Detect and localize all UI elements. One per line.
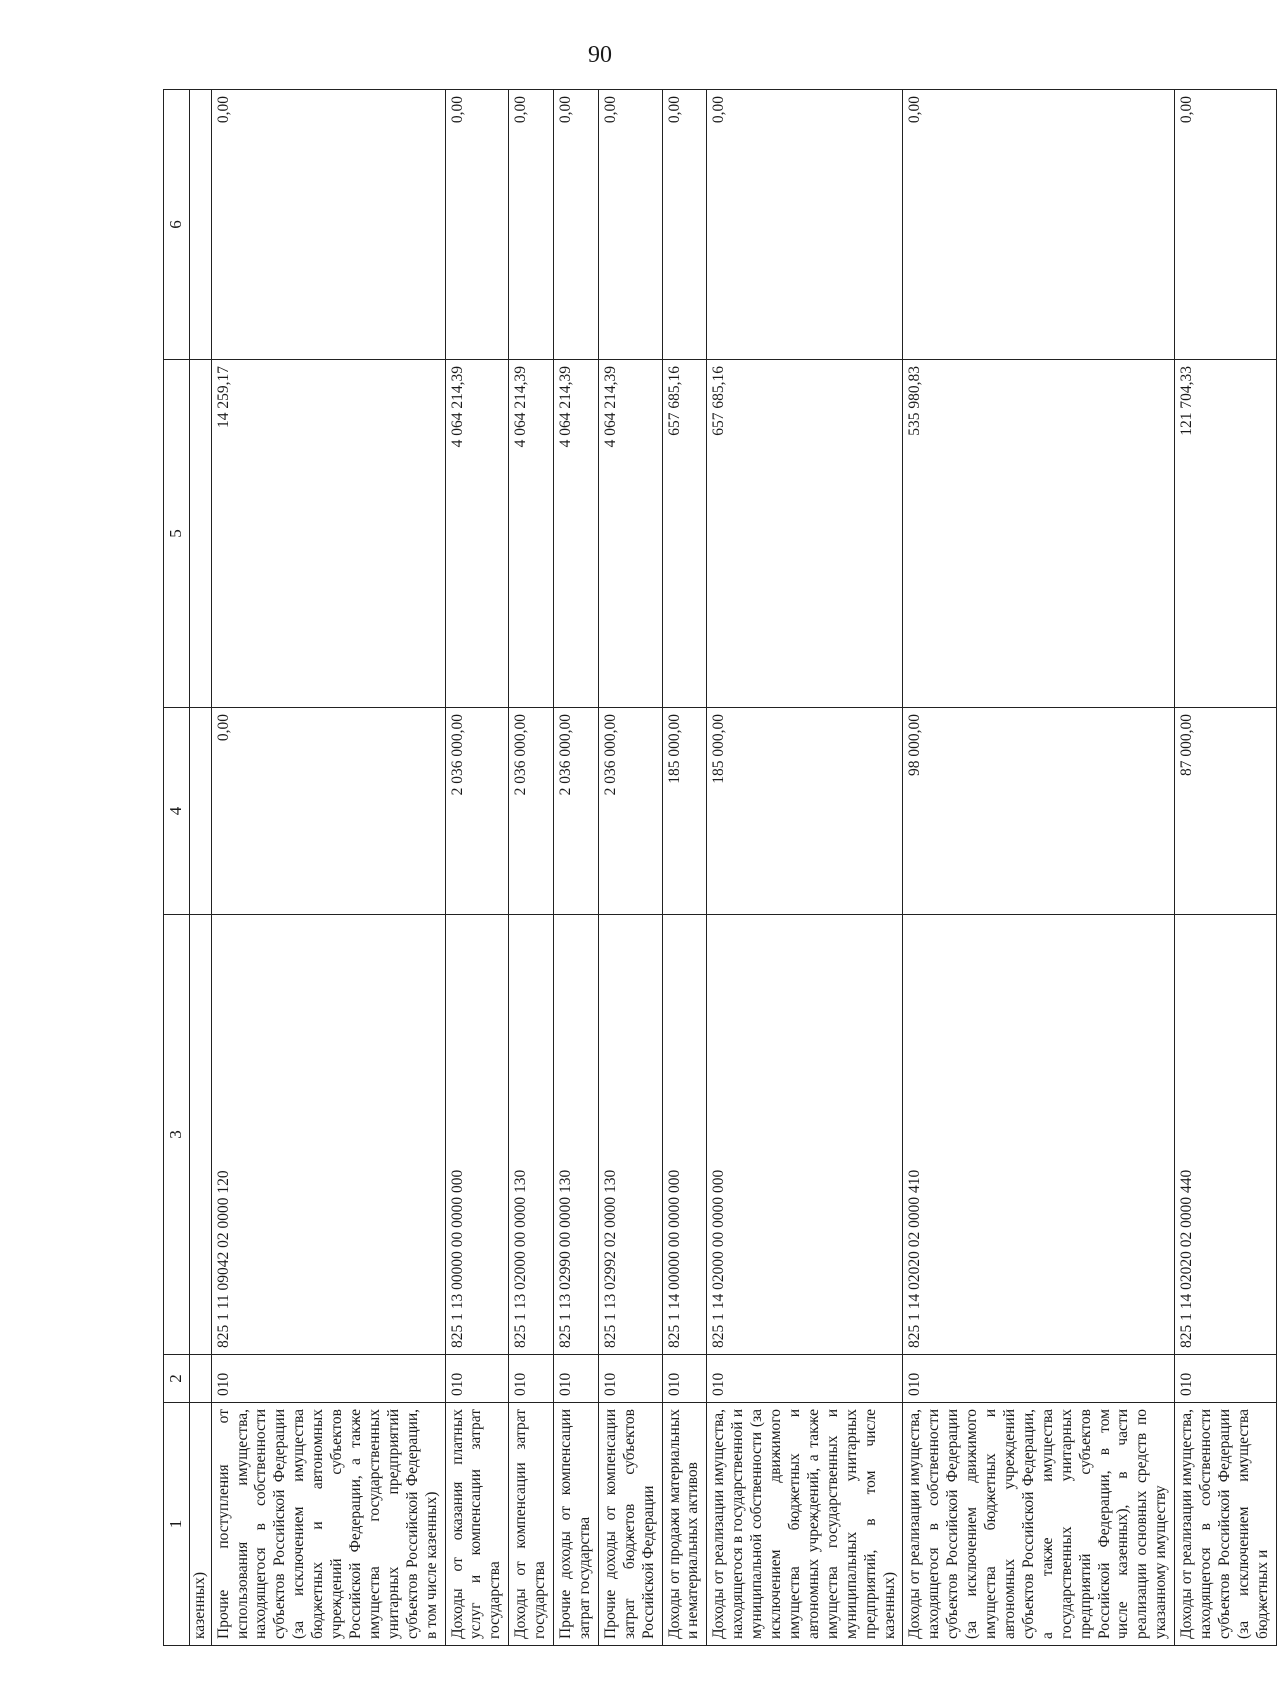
row-other-value: 0,00 [554, 90, 599, 360]
row-plan-value: 2 036 000,00 [598, 708, 662, 915]
row-name: Прочие доходы от компенсации затрат бюджетов субъектов Российской Федерации [598, 1403, 662, 1646]
row-line-code: 010 [662, 1355, 707, 1403]
row-line-code: 010 [211, 1355, 445, 1403]
continuation-row [189, 90, 211, 1646]
row-actual-value: 535 980,83 [903, 360, 1175, 708]
row-other-value: 0,00 [445, 90, 509, 360]
row-name: Доходы от реализации имущества, находящегося в государственной и муниципальной собственности (за исключением движимого имущества бюджетных и автономных учреждений, а также имущества государственных и муниципальных унитарных предприятий, в том числе казенных) [707, 1403, 903, 1646]
row-line-code: 010 [707, 1355, 903, 1403]
table-row [707, 90, 903, 1646]
header-row [164, 90, 190, 1646]
row-actual-value: 4 064 214,39 [554, 360, 599, 708]
row-actual-value: 657 685,16 [707, 360, 903, 708]
row-budget-code: 825 1 13 00000 00 0000 000 [445, 915, 509, 1355]
table-row [903, 90, 1175, 1646]
table-row [211, 90, 445, 1646]
row-line-code: 010 [598, 1355, 662, 1403]
row-line-code: 010 [903, 1355, 1175, 1403]
revenue-table [163, 89, 1277, 1646]
row-plan-value: 87 000,00 [1175, 708, 1277, 915]
header-col-3: 3 [164, 915, 190, 1355]
row-actual-value: 4 064 214,39 [509, 360, 554, 708]
row-budget-code: 825 1 13 02992 02 0000 130 [598, 915, 662, 1355]
row-budget-code: 825 1 13 02000 00 0000 130 [509, 915, 554, 1355]
row-budget-code: 825 1 14 02020 02 0000 410 [903, 915, 1175, 1355]
row-name: Доходы от реализации имущества, находящегося в собственности субъектов Российской Федерации (за исключением движимого имущества бюджетных и автономных учреждений субъектов Российской Федерации, а также имущества государственных унитарных предприятий субъектов Российской Федерации, в том числе казенных), в части реализации основных средств по указанному имуществу [903, 1403, 1175, 1646]
row-budget-code: 825 1 13 02990 00 0000 130 [554, 915, 599, 1355]
row-budget-code: 825 1 14 02020 02 0000 440 [1175, 915, 1277, 1355]
row-actual-value: 4 064 214,39 [445, 360, 509, 708]
row-other-value: 0,00 [598, 90, 662, 360]
row-plan-value: 185 000,00 [662, 708, 707, 915]
row-line-code: 010 [445, 1355, 509, 1403]
row-name: Доходы от реализации имущества, находящегося в собственности субъектов Российской Федерации (за исключением имущества бюджетных и [1175, 1403, 1277, 1646]
row-name: Доходы от продажи материальных и нематериальных активов [662, 1403, 707, 1646]
row-line-code: 010 [1175, 1355, 1277, 1403]
row-other-value: 0,00 [662, 90, 707, 360]
row-budget-code: 825 1 11 09042 02 0000 120 [211, 915, 445, 1355]
header-col-5: 5 [164, 360, 190, 708]
row-plan-value: 2 036 000,00 [509, 708, 554, 915]
header-col-1: 1 [164, 1403, 190, 1646]
continuation-text: казенных) [189, 1403, 211, 1646]
row-actual-value: 121 704,33 [1175, 360, 1277, 708]
row-other-value: 0,00 [707, 90, 903, 360]
row-plan-value: 2 036 000,00 [445, 708, 509, 915]
row-plan-value: 98 000,00 [903, 708, 1175, 915]
table-row [445, 90, 509, 1646]
row-name: Доходы от оказания платных услуг и компенсации затрат государства [445, 1403, 509, 1646]
row-other-value: 0,00 [211, 90, 445, 360]
row-name: Доходы от компенсации затрат государства [509, 1403, 554, 1646]
table-row [1175, 90, 1277, 1646]
row-plan-value: 2 036 000,00 [554, 708, 599, 915]
table-row [554, 90, 599, 1646]
header-col-4: 4 [164, 708, 190, 915]
row-plan-value: 185 000,00 [707, 708, 903, 915]
row-actual-value: 657 685,16 [662, 360, 707, 708]
page-number: 90 [588, 42, 612, 68]
table-row [662, 90, 707, 1646]
row-actual-value: 14 259,17 [211, 360, 445, 708]
row-actual-value: 4 064 214,39 [598, 360, 662, 708]
row-line-code: 010 [554, 1355, 599, 1403]
table-row [509, 90, 554, 1646]
header-col-6: 6 [164, 90, 190, 360]
table-row [598, 90, 662, 1646]
row-other-value: 0,00 [903, 90, 1175, 360]
row-plan-value: 0,00 [211, 708, 445, 915]
row-other-value: 0,00 [1175, 90, 1277, 360]
row-name: Прочие поступления от использования имущества, находящегося в собственности субъектов Российской Федерации (за исключением имущества бюджетных и автономных учреждений субъектов Российской Федерации, а также имущества государственных унитарных предприятий субъектов Российской Федерации, в том числе казенных) [211, 1403, 445, 1646]
row-budget-code: 825 1 14 02000 00 0000 000 [707, 915, 903, 1355]
header-col-2: 2 [164, 1355, 190, 1403]
row-budget-code: 825 1 14 00000 00 0000 000 [662, 915, 707, 1355]
row-name: Прочие доходы от компенсации затрат государства [554, 1403, 599, 1646]
rotated-table-sheet [163, 90, 1271, 1646]
row-line-code: 010 [509, 1355, 554, 1403]
row-other-value: 0,00 [509, 90, 554, 360]
